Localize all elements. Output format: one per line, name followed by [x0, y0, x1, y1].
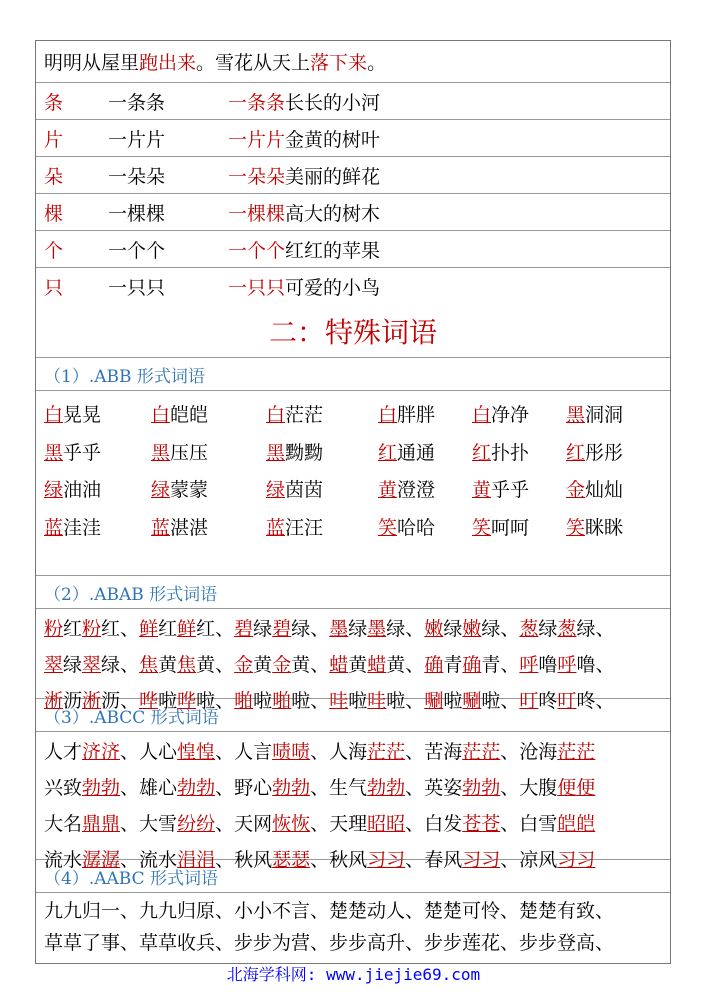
abcc-line — [44, 806, 670, 842]
separator: 、 — [310, 690, 330, 712]
abb-word-head: 红 — [378, 441, 398, 464]
abcc-word-cc: 纷纷 — [177, 813, 216, 835]
separator: 、 — [310, 813, 330, 835]
abab-char-b: 沥 — [101, 690, 121, 712]
abb-word-head: 红 — [472, 441, 492, 464]
abb-word-head: 金 — [566, 479, 586, 502]
abab-char-b: 红 — [158, 618, 178, 640]
abb-word-head: 白 — [472, 404, 492, 427]
separator: 、 — [120, 777, 140, 799]
abb-word-tail: 呵呵 — [491, 516, 530, 539]
abcc-word-ab: 大雪 — [139, 813, 178, 835]
abab-char-b: 噜 — [538, 654, 558, 676]
abab-char-b: 青 — [481, 654, 501, 676]
abcc-word-cc: 勃勃 — [177, 777, 216, 799]
measure-word-row — [36, 231, 670, 268]
abab-char-a: 嫩 — [462, 618, 482, 640]
abcc-word-ab: 秋风 — [329, 849, 368, 871]
separator: 、 — [500, 690, 520, 712]
abb-word — [472, 400, 566, 427]
abcc-word-cc: 济济 — [82, 741, 121, 763]
abcc-word-cc: 茫茫 — [462, 741, 501, 763]
measure-word-char: 只 — [44, 277, 64, 299]
abcc-word-list — [36, 732, 670, 871]
abab-char-a: 呼 — [557, 654, 577, 676]
worksheet-table — [35, 40, 671, 964]
sentence-highlight: 跑出来 — [139, 52, 197, 74]
abab-char-a: 鲜 — [139, 618, 159, 640]
measure-word-char: 片 — [44, 128, 64, 151]
abb-word — [266, 513, 378, 540]
abcc-word-cc: 昭昭 — [367, 813, 406, 835]
abab-char-a: 焦 — [177, 654, 197, 676]
abb-word — [266, 438, 378, 465]
abcc-line — [44, 734, 670, 770]
sentence-highlight: 落下来 — [310, 52, 368, 74]
measure-word-phrase-highlight: 一片片 — [228, 128, 286, 151]
abb-word-tail: 茫茫 — [285, 404, 324, 427]
abab-char-a: 叮 — [519, 690, 539, 712]
subsection-heading-abab: （2）.ABAB 形式词语 — [36, 576, 670, 609]
abab-char-b: 绿 — [348, 618, 368, 640]
abb-word — [566, 438, 646, 465]
abab-line — [44, 611, 670, 647]
separator: 、 — [500, 777, 520, 799]
abb-word-head: 蓝 — [44, 516, 64, 539]
abb-word — [151, 513, 266, 540]
separator: 、 — [405, 690, 425, 712]
abcc-word-ab: 天网 — [234, 813, 273, 835]
measure-word-phrase-highlight: 一棵棵 — [228, 202, 286, 225]
abab-char-a: 哗 — [139, 690, 159, 712]
abab-char-a: 嫩 — [424, 618, 444, 640]
abb-word-head: 白 — [378, 404, 398, 427]
subsection-heading-abb: （1）.ABB 形式词语 — [36, 358, 670, 391]
abcc-word-cc: 习习 — [462, 849, 501, 871]
measure-word-row — [36, 268, 670, 305]
abb-word-head: 黑 — [266, 441, 286, 464]
abb-word-tail: 胖胖 — [397, 404, 436, 427]
sentence-part: 。 — [367, 52, 387, 74]
abcc-word-ab: 白发 — [424, 813, 463, 835]
separator: 、 — [405, 777, 425, 799]
measure-word-repeat: 一条条 — [108, 91, 166, 114]
abb-word-tail: 乎乎 — [63, 441, 102, 464]
abab-char-a: 确 — [462, 654, 482, 676]
separator: 、 — [120, 690, 140, 712]
abcc-word-cc: 茫茫 — [557, 741, 596, 763]
abb-word-tail: 晃晃 — [63, 404, 102, 427]
abab-char-b: 咚 — [538, 690, 558, 712]
subsection-heading-abcc: （3）.ABCC 形式词语 — [36, 699, 670, 732]
abcc-word-cc: 勃勃 — [272, 777, 311, 799]
abab-char-a: 鲜 — [177, 618, 197, 640]
abb-word — [566, 400, 646, 427]
measure-word-char: 朵 — [44, 165, 64, 188]
abb-line — [44, 433, 670, 471]
abb-word-head: 黑 — [151, 441, 171, 464]
abab-char-b: 啦 — [253, 690, 273, 712]
abab-char-b: 青 — [443, 654, 463, 676]
abb-word — [566, 513, 646, 540]
abab-char-b: 绿 — [481, 618, 501, 640]
abab-char-a: 蜡 — [367, 654, 387, 676]
aabc-line: 九九归一、九九归原、小小不言、楚楚动人、楚楚可怜、楚楚有致、 — [44, 900, 615, 922]
abab-char-b: 红 — [63, 618, 83, 640]
abb-word-head: 黑 — [44, 441, 64, 464]
abab-char-b: 黄 — [348, 654, 368, 676]
abab-char-b: 咚 — [576, 690, 596, 712]
measure-word-phrase: 可爱的小鸟 — [285, 277, 381, 299]
abab-char-a: 淅 — [82, 690, 102, 712]
measure-word-phrase: 美丽的鲜花 — [285, 165, 381, 188]
abb-word — [44, 475, 151, 502]
abab-char-b: 绿 — [253, 618, 273, 640]
abcc-word-ab: 凉风 — [519, 849, 558, 871]
abcc-line — [44, 770, 670, 806]
abab-char-a: 哇 — [329, 690, 349, 712]
separator: 、 — [405, 849, 425, 871]
separator: 、 — [215, 741, 235, 763]
abab-char-a: 葱 — [557, 618, 577, 640]
separator: 、 — [215, 654, 235, 676]
abb-word — [472, 513, 566, 540]
abcc-word-cc: 勃勃 — [82, 777, 121, 799]
separator: 、 — [595, 690, 615, 712]
abcc-word-cc: 习习 — [367, 849, 406, 871]
abb-word-tail: 油油 — [63, 479, 102, 502]
abb-word — [378, 475, 472, 502]
measure-word-phrase: 红红的苹果 — [285, 239, 381, 262]
abb-word-head: 白 — [151, 404, 171, 427]
abab-char-b: 啦 — [481, 690, 501, 712]
abab-char-a: 墨 — [329, 618, 349, 640]
abb-word-grid — [36, 391, 670, 576]
separator: 、 — [405, 741, 425, 763]
abb-word-tail: 扑扑 — [491, 441, 530, 464]
measure-word-phrase-highlight: 一只只 — [228, 277, 286, 299]
abcc-word-ab: 流水 — [44, 849, 83, 871]
sentence-part: 。雪花从天上 — [196, 52, 311, 74]
abab-line — [44, 647, 670, 683]
abb-word — [378, 513, 472, 540]
abab-char-a: 哇 — [367, 690, 387, 712]
abab-char-b: 绿 — [291, 618, 311, 640]
abb-word-tail: 灿灿 — [585, 479, 624, 502]
abcc-word-ab: 流水 — [139, 849, 178, 871]
abab-char-b: 绿 — [576, 618, 596, 640]
abcc-word-cc: 瑟瑟 — [272, 849, 311, 871]
separator: 、 — [215, 690, 235, 712]
abab-char-b: 啦 — [291, 690, 311, 712]
abab-char-a: 翠 — [44, 654, 64, 676]
abb-word-head: 笑 — [378, 516, 398, 539]
abcc-word-cc: 苍苍 — [462, 813, 501, 835]
abcc-word-ab: 生气 — [329, 777, 368, 799]
abb-word-tail: 眯眯 — [585, 516, 624, 539]
abb-word-tail: 净净 — [491, 404, 530, 427]
abab-char-b: 啦 — [443, 690, 463, 712]
measure-word-char: 棵 — [44, 202, 64, 225]
abb-word-head: 蓝 — [266, 516, 286, 539]
abab-char-b: 噜 — [576, 654, 596, 676]
abb-word — [44, 513, 151, 540]
abb-line — [44, 470, 670, 508]
abcc-word-cc: 便便 — [557, 777, 596, 799]
abb-word — [378, 400, 472, 427]
measure-word-repeat: 一只只 — [108, 277, 166, 299]
abcc-word-cc: 勃勃 — [367, 777, 406, 799]
abab-char-b: 绿 — [101, 654, 121, 676]
abab-char-a: 啪 — [272, 690, 292, 712]
separator: 、 — [215, 777, 235, 799]
abcc-word-cc: 皑皑 — [557, 813, 596, 835]
abab-char-a: 蜡 — [329, 654, 349, 676]
abb-word-tail: 洞洞 — [585, 404, 624, 427]
separator: 、 — [215, 813, 235, 835]
abb-word-head: 蓝 — [151, 516, 171, 539]
abb-word-tail: 压压 — [170, 441, 209, 464]
abcc-word-cc: 鼎鼎 — [82, 813, 121, 835]
separator: 、 — [500, 618, 520, 640]
abcc-word-ab: 沧海 — [519, 741, 558, 763]
abab-char-a: 叮 — [557, 690, 577, 712]
abcc-word-ab: 雄心 — [139, 777, 178, 799]
sentence-part: 明明从屋里 — [44, 52, 140, 74]
abb-line — [44, 508, 670, 546]
measure-word-row — [36, 83, 670, 120]
abcc-word-ab: 人海 — [329, 741, 368, 763]
abab-char-b: 绿 — [538, 618, 558, 640]
measure-word-phrase-highlight: 一朵朵 — [228, 165, 286, 188]
abcc-word-ab: 白雪 — [519, 813, 558, 835]
separator: 、 — [500, 813, 520, 835]
measure-word-phrase-highlight: 一条条 — [228, 91, 286, 114]
abb-word-head: 笑 — [566, 516, 586, 539]
abcc-word-ab: 苦海 — [424, 741, 463, 763]
abb-word-head: 绿 — [44, 479, 64, 502]
separator: 、 — [120, 741, 140, 763]
abab-char-b: 啦 — [386, 690, 406, 712]
abb-word-head: 红 — [566, 441, 586, 464]
separator: 、 — [405, 813, 425, 835]
abcc-word-cc: 恢恢 — [272, 813, 311, 835]
measure-word-row — [36, 194, 670, 231]
measure-word-repeat: 一个个 — [108, 239, 166, 262]
separator: 、 — [405, 654, 425, 676]
abcc-word-cc: 潺潺 — [82, 849, 121, 871]
aabc-line: 草草了事、草草收兵、步步为营、步步高升、步步莲花、步步登高、 — [44, 932, 615, 954]
abcc-word-ab: 人才 — [44, 741, 83, 763]
abab-char-a: 唰 — [462, 690, 482, 712]
abab-char-a: 碧 — [234, 618, 254, 640]
separator: 、 — [215, 849, 235, 871]
abcc-word-ab: 人心 — [139, 741, 178, 763]
sentence-row — [36, 41, 670, 83]
abb-word-tail: 澄澄 — [397, 479, 436, 502]
abb-word-head: 白 — [266, 404, 286, 427]
abab-char-b: 沥 — [63, 690, 83, 712]
abb-word — [472, 438, 566, 465]
measure-word-repeat: 一片片 — [108, 128, 166, 151]
abab-char-b: 黄 — [386, 654, 406, 676]
abab-char-b: 绿 — [386, 618, 406, 640]
abab-char-b: 黄 — [291, 654, 311, 676]
abb-word — [266, 400, 378, 427]
abb-word-tail: 彤彤 — [585, 441, 624, 464]
abb-word-tail: 汪汪 — [285, 516, 324, 539]
abcc-word-ab: 野心 — [234, 777, 273, 799]
abb-word — [566, 475, 646, 502]
abab-char-b: 绿 — [63, 654, 83, 676]
separator: 、 — [500, 849, 520, 871]
abcc-word-ab: 大腹 — [519, 777, 558, 799]
separator: 、 — [120, 618, 140, 640]
separator: 、 — [310, 654, 330, 676]
abab-char-a: 翠 — [82, 654, 102, 676]
abab-char-a: 葱 — [519, 618, 539, 640]
separator: 、 — [310, 741, 330, 763]
abb-word — [266, 475, 378, 502]
separator: 、 — [120, 813, 140, 835]
measure-word-char: 条 — [44, 91, 64, 114]
abb-word-tail: 茵茵 — [285, 479, 324, 502]
abb-word — [472, 475, 566, 502]
abb-word-tail: 哈哈 — [397, 516, 436, 539]
measure-word-row — [36, 120, 670, 157]
abab-char-a: 啪 — [234, 690, 254, 712]
separator: 、 — [500, 741, 520, 763]
abb-word-tail: 湛湛 — [170, 516, 209, 539]
abab-char-a: 墨 — [367, 618, 387, 640]
section-title: 二：特殊词语 — [36, 305, 670, 358]
abcc-word-ab: 天理 — [329, 813, 368, 835]
separator: 、 — [595, 618, 615, 640]
separator: 、 — [215, 618, 235, 640]
abb-word-tail: 黝黝 — [285, 441, 324, 464]
abb-word-head: 黄 — [472, 479, 492, 502]
abb-word-head: 笑 — [472, 516, 492, 539]
abab-word-list — [36, 609, 670, 712]
abb-word-head: 绿 — [151, 479, 171, 502]
separator: 、 — [500, 654, 520, 676]
abab-char-a: 碧 — [272, 618, 292, 640]
abb-word — [151, 438, 266, 465]
measure-word-repeat: 一朵朵 — [108, 165, 166, 188]
abab-char-a: 哗 — [177, 690, 197, 712]
abab-char-a: 金 — [234, 654, 254, 676]
abcc-word-ab: 英姿 — [424, 777, 463, 799]
abcc-word-cc: 茫茫 — [367, 741, 406, 763]
abab-char-a: 粉 — [44, 618, 64, 640]
separator: 、 — [120, 654, 140, 676]
abb-word — [378, 438, 472, 465]
abab-char-a: 焦 — [139, 654, 159, 676]
abab-char-a: 粉 — [82, 618, 102, 640]
abb-word — [151, 400, 266, 427]
abcc-word-cc: 习习 — [557, 849, 596, 871]
measure-word-repeat: 一棵棵 — [108, 202, 166, 225]
abb-word-tail: 通通 — [397, 441, 436, 464]
abb-word-tail: 皑皑 — [170, 404, 209, 427]
abab-char-a: 金 — [272, 654, 292, 676]
abcc-word-ab: 大名 — [44, 813, 83, 835]
abb-word-head: 白 — [44, 404, 64, 427]
abcc-word-cc: 涓涓 — [177, 849, 216, 871]
separator: 、 — [405, 618, 425, 640]
measure-word-row — [36, 157, 670, 194]
abab-char-b: 红 — [101, 618, 121, 640]
abb-word — [44, 400, 151, 427]
abab-char-b: 绿 — [443, 618, 463, 640]
measure-word-phrase: 长长的小河 — [285, 91, 381, 114]
abab-char-b: 黄 — [196, 654, 216, 676]
abab-char-a: 呼 — [519, 654, 539, 676]
separator: 、 — [595, 654, 615, 676]
separator: 、 — [310, 777, 330, 799]
abab-char-b: 啦 — [158, 690, 178, 712]
abab-char-b: 啦 — [196, 690, 216, 712]
abb-word-head: 绿 — [266, 479, 286, 502]
separator: 、 — [120, 849, 140, 871]
measure-word-phrase-highlight: 一个个 — [228, 239, 286, 262]
abab-char-b: 黄 — [158, 654, 178, 676]
separator: 、 — [310, 618, 330, 640]
abb-word — [151, 475, 266, 502]
abb-word-tail: 乎乎 — [491, 479, 530, 502]
abcc-word-cc: 惶惶 — [177, 741, 216, 763]
abcc-word-ab: 秋风 — [234, 849, 273, 871]
abb-word-tail: 蒙蒙 — [170, 479, 209, 502]
abab-char-a: 唰 — [424, 690, 444, 712]
abb-word-head: 黄 — [378, 479, 398, 502]
abb-word-head: 黑 — [566, 404, 586, 427]
abcc-word-ab: 春风 — [424, 849, 463, 871]
aabc-word-list — [36, 893, 670, 963]
subsection-heading-aabc: （4）.AABC 形式词语 — [36, 860, 670, 893]
abab-char-a: 淅 — [44, 690, 64, 712]
abcc-word-ab: 兴致 — [44, 777, 83, 799]
measure-word-phrase: 金黄的树叶 — [285, 128, 381, 151]
measure-word-phrase: 高大的树木 — [285, 202, 381, 225]
abab-char-a: 确 — [424, 654, 444, 676]
abcc-word-ab: 人言 — [234, 741, 273, 763]
measure-word-char: 个 — [44, 239, 64, 262]
abab-char-b: 黄 — [253, 654, 273, 676]
separator: 、 — [310, 849, 330, 871]
abcc-word-cc: 啧啧 — [272, 741, 311, 763]
abcc-word-cc: 勃勃 — [462, 777, 501, 799]
abab-char-b: 红 — [196, 618, 216, 640]
abb-line — [44, 395, 670, 433]
abab-char-b: 啦 — [348, 690, 368, 712]
site-footer: 北海学科网: www.jiejie69.com — [226, 965, 481, 984]
abb-word — [44, 438, 151, 465]
abb-word-tail: 洼洼 — [63, 516, 102, 539]
